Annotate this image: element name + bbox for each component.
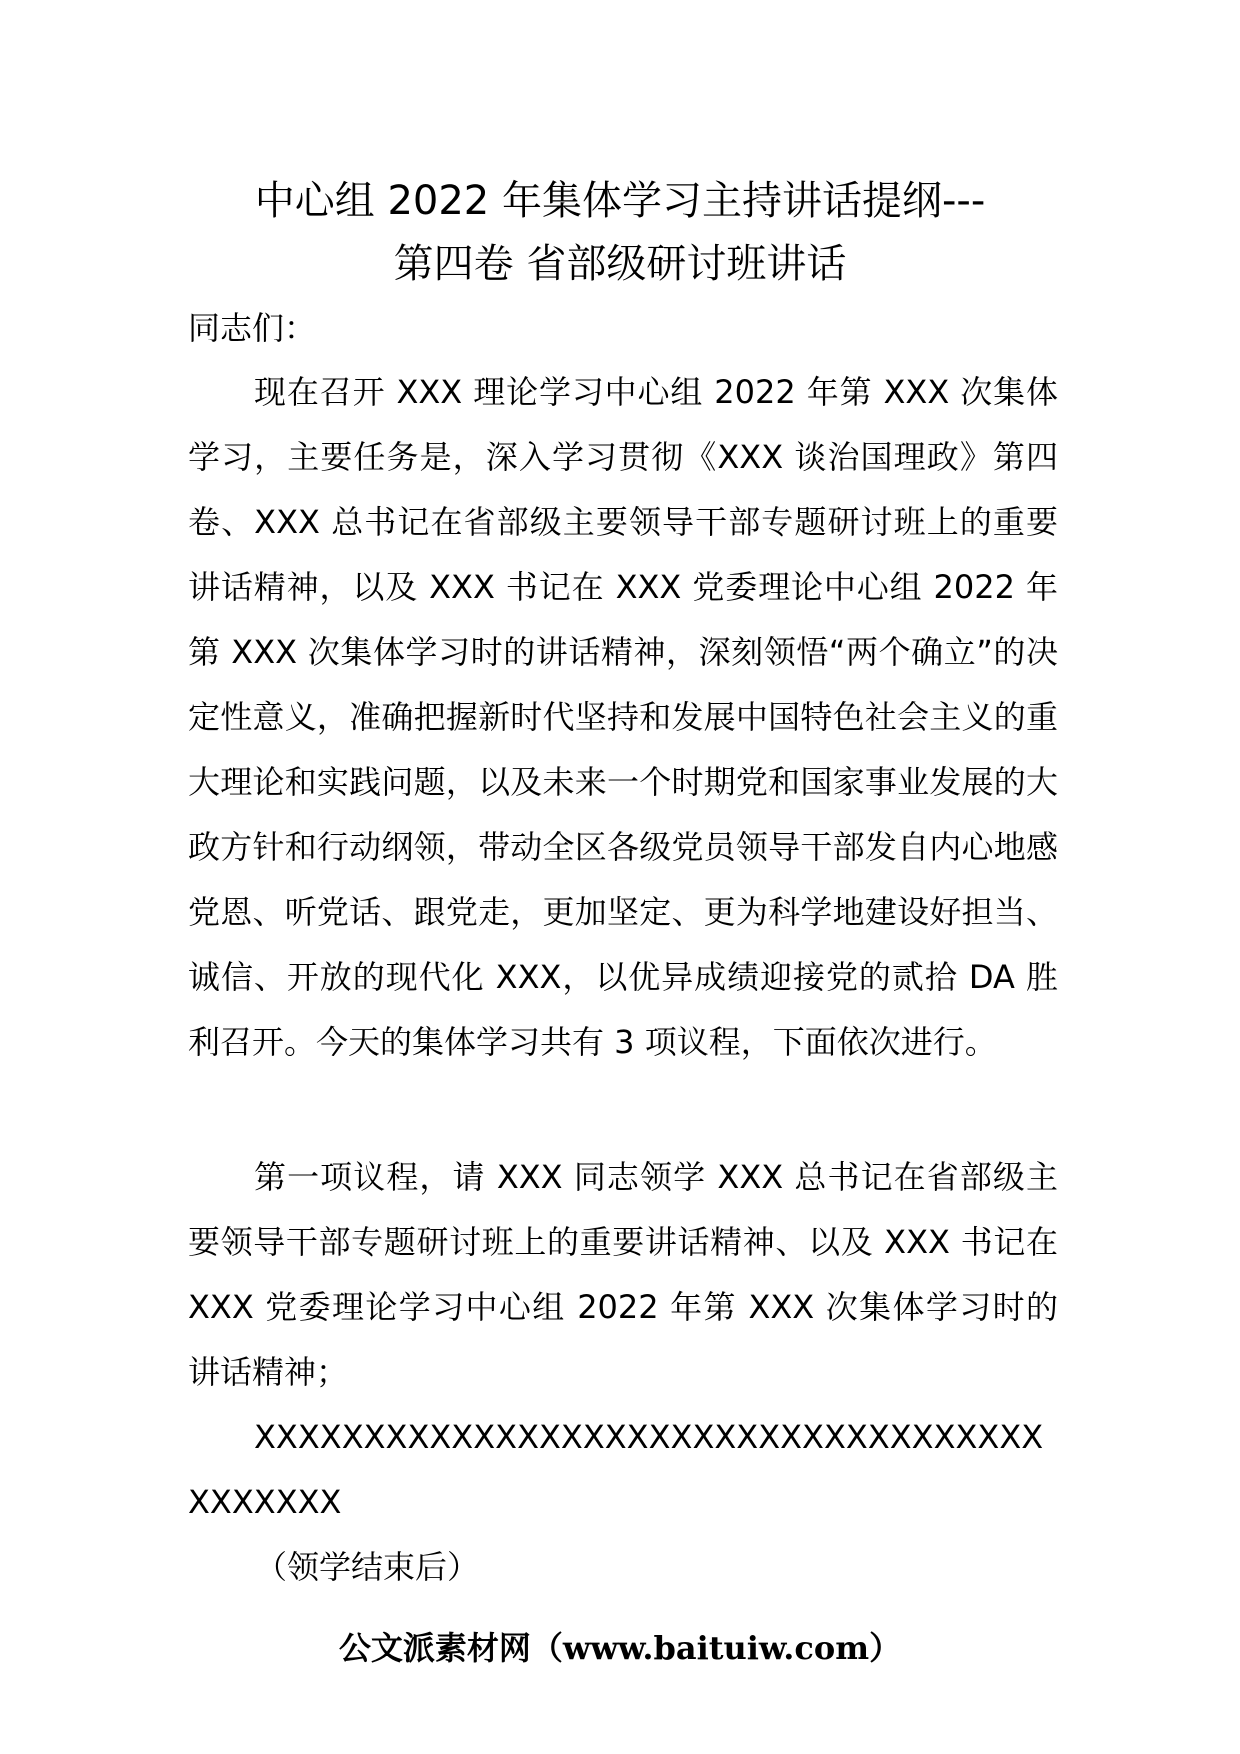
paragraph-intro: 现在召开 XXX 理论学习中心组 2022 年第 XXX 次集体学习，主要任务是，深入学习贯彻《XXX 谈治国理政》第四卷、XXX 总书记在省部级主要领导干部专题研讨班上的重要讲话精神，以及 XXX 书记在 XXX 党委理论中心组 2022 年第 XXX 次集体学习时的讲话精神，深刻领悟“两个确立”的决定性意义，准确把握新时代坚持和发展中国特色社会主义的重大理论和实践问题，以及未来一个时期党和国家事业发展的大政方针和行动纲领，带动全区各级党员领导干部发自内心地感党恩、听党话、跟党走，更加坚定、更为科学地建设好担当、诚信、开放的现代化 XXX，以优异成绩迎接党的贰拾 DA 胜利召开。今天的集体学习共有 3 项议程，下面依次进行。 [188,373,1058,1061]
paragraph-agenda-1: 第一项议程，请 XXX 同志领学 XXX 总书记在省部级主要领导干部专题研讨班上的重要讲话精神、以及 XXX 书记在 XXX 党委理论学习中心组 2022 年第 XXX 次集体学习时的讲话精神； [188,1158,1058,1391]
document-title-line-1: 中心组 2022 年集体学习主持讲话提纲--- [254,178,986,224]
note-after-reading: （领学结束后） [255,1548,480,1586]
document-title-line-2: 第四卷 省部级研讨班讲话 [393,241,847,287]
paragraph-placeholder: XXXXXXXXXXXXXXXXXXXXXXXXXXXXXXXXXXXXXXXXXXX [188,1418,1044,1521]
salutation: 同志们： [188,309,317,347]
footer-watermark: 公文派素材网（www.baituiw.com） [338,1629,902,1667]
